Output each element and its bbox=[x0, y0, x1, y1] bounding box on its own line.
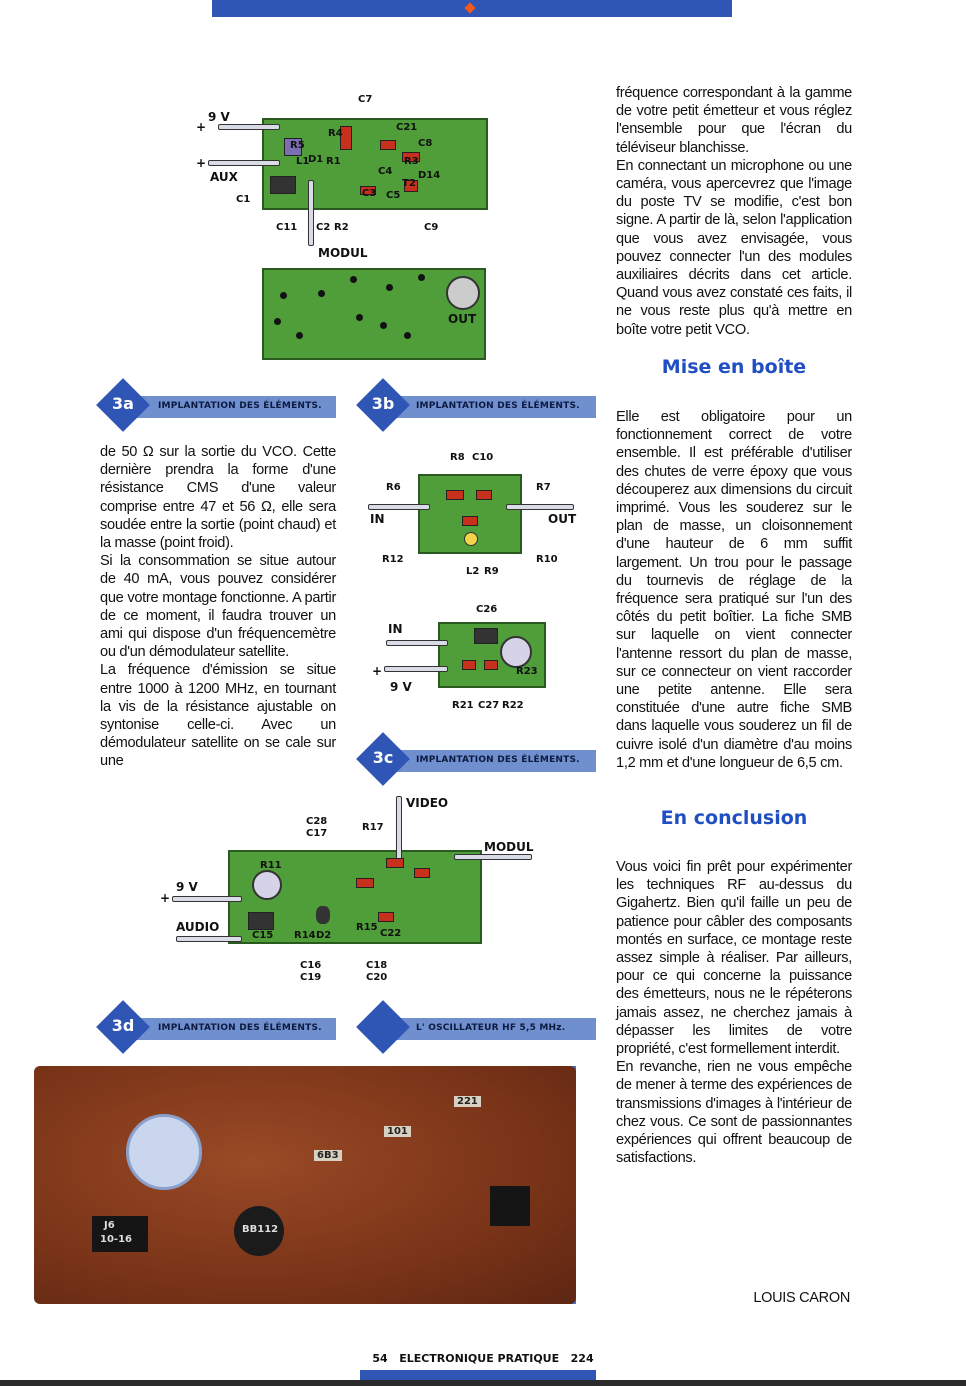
label: C17 bbox=[306, 828, 328, 839]
label: + bbox=[160, 891, 171, 905]
bottom-edge bbox=[0, 1380, 966, 1386]
label: R23 bbox=[516, 666, 538, 677]
label: R1 bbox=[326, 156, 341, 167]
paragraph: fréquence correspondant à la gamme de votre petit émetteur et vous réglez l'ensemble pour que l'écran du téléviseur blanchisse. bbox=[616, 85, 852, 156]
label: R12 bbox=[382, 554, 404, 565]
wire-aux bbox=[208, 160, 280, 166]
label: C1 bbox=[236, 194, 251, 205]
right-column-middle bbox=[616, 408, 852, 772]
component bbox=[378, 912, 394, 922]
component bbox=[386, 858, 404, 868]
out-connector-icon bbox=[446, 276, 480, 310]
label: R7 bbox=[536, 482, 551, 493]
trimmer-icon bbox=[126, 1114, 202, 1190]
paragraph: En revanche, rien ne vous empêche de mener à terme des expériences de transmissions d'images à l'intérieur de chez vous. Ce sont de passionnantes expériences qui offrent beaucoup de satisfactions. bbox=[616, 1059, 852, 1167]
label: D2 bbox=[316, 930, 332, 941]
label: C15 bbox=[252, 930, 274, 941]
page-footer bbox=[0, 1352, 966, 1365]
component bbox=[316, 906, 330, 924]
label: C8 bbox=[418, 138, 433, 149]
label: C18 bbox=[366, 960, 388, 971]
component bbox=[462, 516, 478, 526]
paragraph: La fréquence d'émission se situe entre 1000 à 1200 MHz, en tournant la vis de la résistance ajustable on syntonise celle-ci. Avec un démodulateur satellite on se cale sur une bbox=[100, 662, 336, 770]
label: + bbox=[196, 120, 207, 134]
label: R8 bbox=[450, 452, 465, 463]
label: 221 bbox=[454, 1096, 481, 1107]
paragraph: Vous voici fin prêt pour expérimenter les techniques RF au-dessus du Gigahertz. Bien qu'il faille un peu de patience pour câbler des composants montés en surface, ce montage reste assez simple à réaliser. Par ailleurs, pour ce qui concerne la puissance des émetteurs, nous ne le répéterons jamais assez, ne cherchez jamais à dépasser les limites de votre propriété, c'est formellement interdit. bbox=[616, 859, 852, 1058]
caption-oscillator bbox=[364, 1010, 596, 1044]
label: R22 bbox=[502, 700, 524, 711]
caption-number: 3d bbox=[111, 1016, 135, 1035]
label: R17 bbox=[362, 822, 384, 833]
trimmer-icon bbox=[500, 636, 532, 668]
paragraph: En connectant un microphone ou une caméra, vous apercevrez que l'image du poste TV se modifie, c'est bon signe. A partir de là, selon l'application que vous avez envisagée, vous pouvez connecter l'un des modules auxiliaires décrits dans cet article. Quand vous avez constaté ces faits, il ne vous reste plus qu'à mettre en boîte votre petit VCO. bbox=[616, 157, 852, 338]
label: C11 bbox=[276, 222, 298, 233]
caption-text: IMPLANTATION DES ÉLÉMENTS. bbox=[416, 401, 580, 411]
label: R10 bbox=[536, 554, 558, 565]
label: + bbox=[196, 156, 207, 170]
label: IN bbox=[370, 512, 385, 526]
caption-text: L' OSCILLATEUR HF 5,5 MHz. bbox=[416, 1023, 566, 1033]
caption-number: 3a bbox=[112, 394, 134, 413]
caption-text: IMPLANTATION DES ÉLÉMENTS. bbox=[416, 755, 580, 765]
label: C5 bbox=[386, 190, 401, 201]
label: C7 bbox=[358, 94, 373, 105]
label: 6B3 bbox=[314, 1150, 342, 1161]
label: C21 bbox=[396, 122, 418, 133]
component bbox=[484, 660, 498, 670]
magazine-name: ELECTRONIQUE PRATIQUE bbox=[399, 1352, 560, 1365]
label: 101 bbox=[384, 1126, 411, 1137]
label: C27 bbox=[478, 700, 500, 711]
oscillator-photo bbox=[34, 1066, 576, 1304]
wire-9v bbox=[384, 666, 448, 672]
label: D14 bbox=[418, 170, 441, 181]
diamond-marker bbox=[464, 2, 475, 13]
label: R9 bbox=[484, 566, 499, 577]
label: C3 bbox=[362, 188, 377, 199]
label: L2 bbox=[466, 566, 480, 577]
label: R15 bbox=[356, 922, 378, 933]
component bbox=[490, 1186, 530, 1226]
component bbox=[356, 878, 374, 888]
section-heading: Mise en boîte bbox=[661, 356, 807, 378]
label: C2 bbox=[316, 222, 331, 233]
component bbox=[380, 140, 396, 150]
wire-audio bbox=[176, 936, 242, 942]
caption-number: 3c bbox=[372, 748, 394, 767]
label: R21 bbox=[452, 700, 474, 711]
caption-3a bbox=[104, 388, 336, 422]
label: VIDEO bbox=[406, 796, 449, 810]
label: C20 bbox=[366, 972, 388, 983]
section-heading: En conclusion bbox=[660, 807, 808, 829]
caption-number: 3b bbox=[371, 394, 395, 413]
label: R11 bbox=[260, 860, 282, 871]
label: C28 bbox=[306, 816, 328, 827]
component bbox=[476, 490, 492, 500]
right-column-bottom bbox=[616, 858, 852, 1167]
label: C10 bbox=[472, 452, 494, 463]
wire-modul bbox=[454, 854, 532, 860]
page-number: 54 bbox=[372, 1352, 388, 1365]
label: IN bbox=[388, 622, 403, 636]
coil-icon bbox=[464, 532, 478, 546]
top-color-bar bbox=[212, 0, 732, 17]
label: AUDIO bbox=[176, 920, 220, 934]
label: J6 bbox=[104, 1220, 115, 1231]
right-column-top bbox=[616, 84, 852, 339]
label: MODUL bbox=[484, 840, 534, 854]
label: R2 bbox=[334, 222, 349, 233]
wire-in bbox=[386, 640, 448, 646]
label: BB112 bbox=[242, 1224, 279, 1235]
label: R5 bbox=[290, 140, 305, 151]
label: T2 bbox=[402, 178, 416, 189]
label: C22 bbox=[380, 928, 402, 939]
wire-out bbox=[506, 504, 574, 510]
caption-3d bbox=[104, 1010, 336, 1044]
paragraph: Si la consommation se situe autour de 40 mA, vous pouvez considérer que votre montage fonctionne. A partir de ce moment, il faudra trouver un ami qui dispose d'un fréquencemètre ou d'un démodulateur satellite. bbox=[100, 553, 336, 661]
caption-text: IMPLANTATION DES ÉLÉMENTS. bbox=[158, 401, 322, 411]
component bbox=[474, 628, 498, 644]
label: R14 bbox=[294, 930, 316, 941]
label: R4 bbox=[328, 128, 343, 139]
wire-9v bbox=[172, 896, 242, 902]
label: C19 bbox=[300, 972, 322, 983]
label: + bbox=[372, 664, 383, 678]
label: D1 bbox=[308, 154, 324, 165]
wire-modul bbox=[308, 180, 314, 246]
component bbox=[462, 660, 476, 670]
label: 9 V bbox=[176, 880, 198, 894]
label: OUT bbox=[448, 312, 477, 326]
trimmer-icon bbox=[252, 870, 282, 900]
label: L1 bbox=[296, 156, 310, 167]
caption-text: IMPLANTATION DES ÉLÉMENTS. bbox=[158, 1023, 322, 1033]
wire-9v bbox=[218, 124, 280, 130]
caption-3b bbox=[364, 388, 596, 422]
left-column bbox=[100, 443, 336, 771]
footer-bar bbox=[360, 1370, 596, 1380]
component bbox=[270, 176, 296, 194]
label: OUT bbox=[548, 512, 577, 526]
author-name: LOUIS CARON bbox=[753, 1290, 850, 1306]
wire-in bbox=[368, 504, 430, 510]
label: C4 bbox=[378, 166, 393, 177]
component bbox=[414, 868, 430, 878]
component bbox=[446, 490, 464, 500]
component bbox=[248, 912, 274, 930]
label: C9 bbox=[424, 222, 439, 233]
paragraph: de 50 Ω sur la sortie du VCO. Cette dernière prendra la forme d'une résistance CMS d'une valeur comprise entre 47 et 56 Ω, elle sera soudée entre la sortie (point chaud) et la masse (point froid). bbox=[100, 444, 336, 552]
paragraph: Elle est obligatoire pour un fonctionnement correct de votre ensemble. Il est préférable d'utiliser des chutes de verre époxy que vous découperez aux dimensions du circuit imprimé. Vous les souderez sur le plan de masse, un cloisonnement d'une hauteur de 6 mm suffit largement. Un trou pour le passage du tournevis de réglage de la fréquence sera pratiqué sur l'un des côtés du petit boîtier. La fiche SMB sur laquelle on vient connecter l'antenne ressort du plan de masse, sur ce connecteur on vient raccorder une petite antenne. Elle sera constituée d'une autre fiche SMB dans laquelle vous souderez un fil de cuivre isolé d'un diamètre d'au moins 1,2 mm et d'une longueur de 6,5 cm. bbox=[616, 409, 852, 771]
label: MODUL bbox=[318, 246, 368, 260]
label: 10-16 bbox=[100, 1234, 132, 1245]
issue-number: 224 bbox=[570, 1352, 594, 1365]
label: 9 V bbox=[390, 680, 412, 694]
label: C26 bbox=[476, 604, 498, 615]
label: R3 bbox=[404, 156, 419, 167]
label: AUX bbox=[210, 170, 238, 184]
label: 9 V bbox=[208, 110, 230, 124]
label: R6 bbox=[386, 482, 401, 493]
caption-3c bbox=[364, 742, 596, 776]
label: C16 bbox=[300, 960, 322, 971]
